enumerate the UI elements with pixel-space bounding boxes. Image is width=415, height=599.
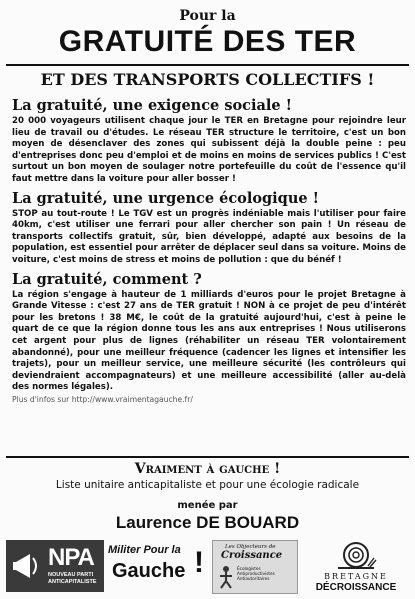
npa-acronym: NPA (48, 544, 94, 571)
objecteurs-line1: Les Objecteurs de (225, 544, 276, 550)
objecteurs-tagline: Écologistes Antiproductivistes Antiautoritaires (237, 566, 275, 581)
npa-logo (6, 540, 104, 592)
npa-line1: NOUVEAU PARTI (48, 572, 94, 578)
list-name: Vraiment à gauche ! (134, 461, 281, 477)
pre-title: Pour la (179, 8, 236, 24)
subtitle: ET DES TRANSPORTS COLLECTIFS ! (40, 70, 375, 89)
objecteurs-logo (212, 540, 298, 594)
section-body-how: La région s'engage à hauteur de 1 milliards d'euros pour le projet Bretagne à Grande Vitesse : c'est 27 ans de TER gratuit ! NON à ce projet de peu d'intérêt pour les bretons ! 38 M€, le coût de la gratuité aujourd'hui, c'est à peine le quart de ce que la région donne tous les ans aux entreprises ! Nous utiliserons cet argent pour plus de lignes (réhabiliter un réseau TER volontairement abandonné), pour une meilleur fréquence (cadencer les lignes et intensifier les trajets), pour un meilleur service, une meilleure sécurité (les contrôleurs qui deviendraient accompagnateurs) et une meilleure accessibilité (aller au-delà des normes légales). (12, 289, 406, 393)
megaphone-icon (12, 548, 42, 586)
mpg-logo (108, 542, 206, 590)
objecteurs-line2: Croissance (221, 550, 283, 561)
bretagne-line1: BRETAGNE (324, 572, 388, 581)
candidate-name: Laurence DE BOUARD (115, 513, 300, 532)
flyer-content (12, 97, 406, 405)
title-divider (6, 64, 409, 66)
led-by-label: menée par (177, 500, 238, 511)
list-description: Liste unitaire anticapitaliste et pour une écologie radicale (55, 479, 360, 491)
section-heading-social: La gratuité, une exigence sociale ! (12, 97, 293, 114)
section-heading-how: La gratuité, comment ? (12, 270, 202, 288)
section-body-ecology: STOP au tout-route ! Le TGV est un progrès indéniable mais l'utiliser pour faire 40km, c'est utiliser une ferrari pour aller chercher son pain ! Un réseau de transports collectifs gratuit, sûr, bien développé, adapté aux besoins de la population, est essentiel pour arrêter de déplacer seul dans sa voiture. Moins de voiture, c'est moins de stress et moins de pollution : que du bénéf ! (12, 208, 406, 265)
logo-strip (0, 538, 415, 596)
figure-icon (217, 565, 235, 589)
footer-divider (6, 456, 409, 458)
mpg-exclamation-mark: ! (194, 546, 204, 579)
main-title: GRATUITÉ DES TER (58, 25, 357, 58)
section-heading-ecology: La gratuité, une urgence écologique ! (12, 189, 319, 207)
snail-icon (334, 538, 378, 572)
mpg-line1: Militer Pour la (108, 544, 181, 556)
section-body-social: 20 000 voyageurs utilisent chaque jour le TER en Bretagne pour rejoindre leur lieu de travail ou d'études. Le réseau TER structure le territoire, c'est un bon moyen de désenclaver des zones qui subissent déjà la double peine : peu d'entreprises donc peu d'emploi et de moins en moins de services publics ! C'est surtout un bon moyen de soulager notre portefeuille du coût de l'essence qu'il faut mettre dans la voiture pour aller bosser ! (12, 116, 406, 184)
mpg-line2: Gauche (112, 560, 186, 582)
more-info-link[interactable]: Plus d'infos sur http://www.vraimentagauche.fr/ (12, 394, 193, 404)
bretagne-line2: DÉCROISSANCE (315, 582, 397, 593)
npa-line2: ANTICAPITALISTE (48, 579, 97, 585)
bretagne-decroissance-logo (300, 538, 412, 596)
